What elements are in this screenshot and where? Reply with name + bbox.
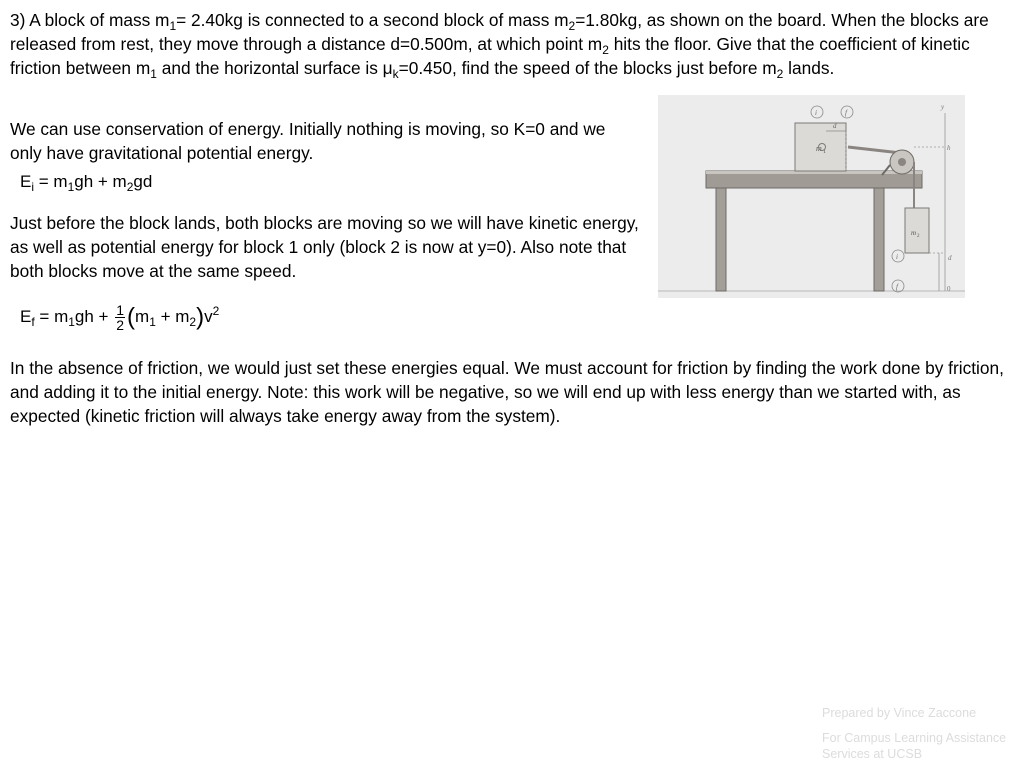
footer-clas-credit: For Campus Learning Assistance Services at UCSB: [822, 731, 1007, 761]
pulley-axle: [898, 158, 906, 166]
position-f-circle-top: [841, 106, 853, 118]
paragraph-friction: In the absence of friction, we would just set these energies equal. We must account for friction by finding the work done by friction, and adding it to the initial energy. Note: this work will be negative, so we will end up with less energy than we started with, as expected (kinetic friction will always take energy away from the system).: [10, 358, 1004, 426]
label-m1: m: [816, 144, 822, 153]
label-m1-sub: 1: [823, 149, 826, 155]
position-i-circle-side: [892, 250, 904, 262]
equation-initial-energy: $E_i = m_1gh + m_2gd$: [20, 172, 153, 194]
figure-drawing: [658, 95, 965, 298]
block-pulley-figure: [658, 95, 965, 298]
fraction-one-half: $\frac{1}{2}$: [116, 302, 125, 333]
position-i-circle-top: [811, 106, 823, 118]
equation-final-energy: $E_f = m_1gh$ + $\frac{1}{2}$ $(m_1 + m_2)v^2$: [20, 302, 220, 333]
footer-prepared-by: Prepared by Vince Zaccone: [822, 706, 977, 720]
label-m2: m: [911, 229, 917, 237]
problem-statement: 3) A block of mass $m_1= 2.40kg$ is connected to a second block of mass $m_2=1.80kg$, as shown on the board. When the blocks are released from rest, they move through a distance d=0.500m, at which point $m_2$ hits the floor. Give that the coefficient of kinetic friction between $m_1$ and the horizontal surface is $\mu_k=0.450$, find the speed of the blocks just before $m_2$ lands.: [10, 10, 989, 81]
table-leg-left: [716, 188, 726, 291]
label-i-side: i: [896, 253, 898, 261]
table-leg-right: [874, 188, 884, 291]
label-f-side: f: [896, 283, 898, 291]
label-zero: 0: [947, 285, 951, 293]
label-i-top: i: [815, 109, 817, 117]
label-h: h: [947, 144, 951, 152]
block-m2: [905, 208, 929, 253]
paragraph-final-state: Just before the block lands, both blocks are moving so we will have kinetic energy, as well as potential energy for block 1 only (block 2 is now at y=0). Also note that both blocks move at the same speed.: [10, 213, 639, 281]
paragraph-energy-conservation: We can use conservation of energy. Initially nothing is moving, so K=0 and we only have gravitational potential energy.: [10, 119, 606, 163]
label-y: y: [941, 103, 945, 111]
label-d-top: d: [833, 122, 837, 130]
label-m2-sub: 2: [917, 234, 920, 239]
label-f-top: f: [845, 109, 847, 117]
rope-horizontal: [848, 147, 901, 153]
label-d-right: d: [948, 254, 952, 262]
position-f-circle-side: [892, 280, 904, 292]
